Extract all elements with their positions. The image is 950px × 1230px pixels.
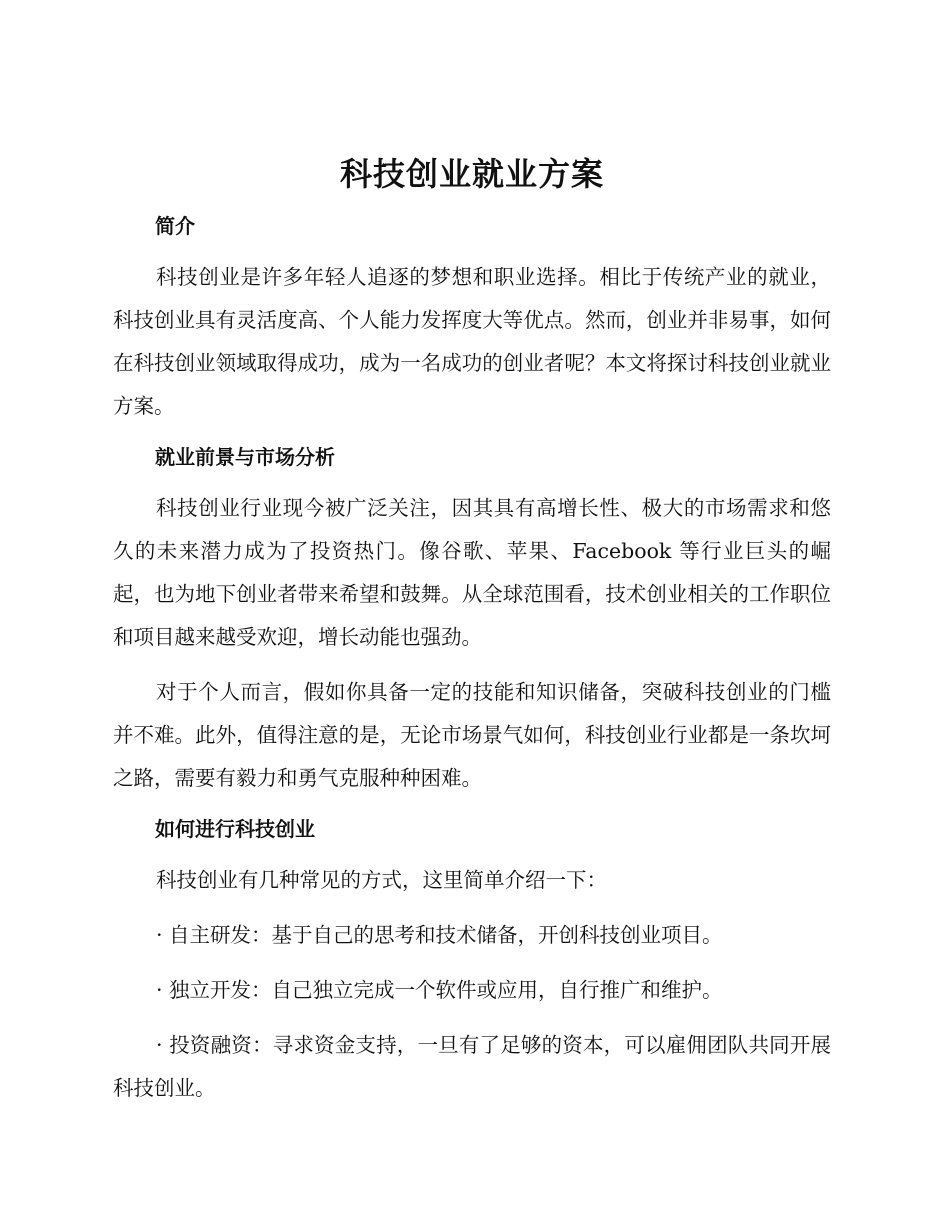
- spacer: [113, 902, 831, 914]
- spacer: [113, 475, 831, 487]
- document-title: 科技创业就业方案: [339, 155, 604, 193]
- list-item-investment: · 投资融资：寻求资金支持，一旦有了足够的资本，可以雇佣团队共同开展科技创业。: [113, 1033, 831, 1100]
- spacer: [113, 1012, 831, 1024]
- spacer: [113, 428, 831, 439]
- section-heading-market: 就业前景与市场分析: [155, 445, 335, 469]
- spacer: [113, 244, 831, 256]
- spacer: [113, 800, 831, 811]
- document-body: [113, 148, 831, 1110]
- spacer: [113, 200, 831, 208]
- list-item-independent-dev: · 独立开发：自己独立完成一个软件或应用，自行推广和维护。: [156, 978, 723, 1002]
- paragraph-intro: 科技创业是许多年轻人追逐的梦想和职业选择。相比于传统产业的就业，科技创业具有灵活度高、个人能力发挥度大等优点。然而，创业并非易事，如何在科技创业领域取得成功，成为一名成功的创业者呢？本文将探讨科技创业就业方案。: [113, 265, 831, 418]
- section-heading-how: 如何进行科技创业: [155, 817, 315, 841]
- spacer: [113, 957, 831, 969]
- list-item-self-research: · 自主研发：基于自己的思考和技术储备，开创科技创业项目。: [156, 923, 723, 947]
- section-heading-intro: 简介: [155, 214, 195, 238]
- paragraph-how-intro: 科技创业有几种常见的方式，这里简单介绍一下：: [156, 868, 607, 892]
- paragraph-market-2: 对于个人而言，假如你具备一定的技能和知识储备，突破科技创业的门槛并不难。此外，值得注意的是，无论市场景气如何，科技创业行业都是一条坎坷之路，需要有毅力和勇气克服种种困难。: [113, 680, 831, 790]
- paragraph-market-1: 科技创业行业现今被广泛关注，因其具有高增长性、极大的市场需求和悠久的未来潜力成为了投资热门。像谷歌、苹果、Facebook 等行业巨头的崛起，也为地下创业者带来希望和鼓舞。从全球范围看，技术创业相关的工作职位和项目越来越受欢迎，增长动能也强劲。: [113, 496, 831, 649]
- spacer: [113, 659, 831, 671]
- spacer: [113, 847, 831, 859]
